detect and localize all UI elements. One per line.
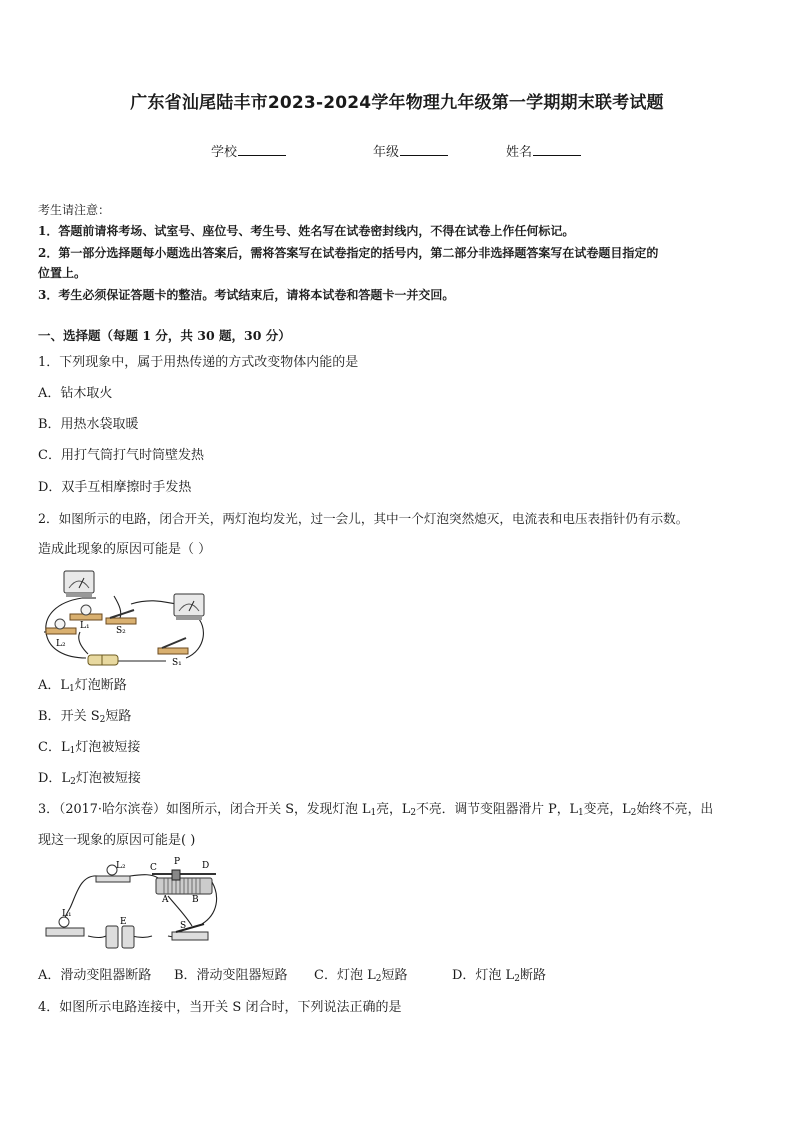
- label-l1: L₁: [62, 909, 72, 919]
- notice-item: 3．考生必须保证答题卡的整洁。考试结束后，请将本试卷和答题卡一并交回。: [38, 288, 455, 302]
- label-d: D: [202, 861, 210, 871]
- battery-icon: [88, 655, 118, 665]
- label-e: E: [120, 917, 127, 927]
- switch-s1-icon: [158, 638, 188, 654]
- name-blank[interactable]: [533, 143, 581, 156]
- page-title: 广东省汕尾陆丰市2023-2024学年物理九年级第一学期期末联考试题: [130, 93, 664, 113]
- q2-option-d: D．$L_2$灯泡被短接: [38, 771, 141, 787]
- question-2-stem: 2．如图所示的电路，闭合开关，两灯泡均发光，过一会儿，其中一个灯泡突然熄灭，电流表和电压表指针仍有示数。: [38, 511, 689, 526]
- notice-item: 位置上。: [38, 266, 87, 280]
- circuit-figure-q2: [36, 566, 216, 672]
- q3-option-c: C．灯泡 $L_2$短路: [314, 968, 408, 984]
- q3-option-d: D．灯泡 $L_2$断路: [452, 968, 546, 984]
- q3-option-a: A．滑动变阻器断路: [38, 968, 152, 983]
- grade-field[interactable]: [373, 141, 448, 160]
- label-s: S: [180, 921, 187, 931]
- switch-s-icon: [172, 924, 208, 940]
- q3-option-b: B．滑动变阻器短路: [174, 968, 288, 983]
- ammeter-icon: [64, 571, 94, 597]
- rheostat-icon: [152, 870, 216, 894]
- name-field[interactable]: [506, 141, 581, 160]
- school-blank[interactable]: [238, 143, 286, 156]
- grade-label: 年级: [373, 145, 400, 160]
- notice-heading: 考生请注意：: [38, 203, 111, 217]
- school-label: 学校: [211, 145, 238, 160]
- label-c: C: [150, 863, 157, 873]
- question-3-stem-cont: 现这一现象的原因可能是( ): [38, 833, 196, 848]
- q2-option-a: A．$L_1$灯泡断路: [38, 678, 127, 694]
- question-3-stem: 3．（2017·哈尔滨卷）如图所示，闭合开关 S，发现灯泡 $L_1$亮，$L_2$不亮．调节变阻器滑片 P，$L_1$变亮，$L_2$始终不亮，出: [38, 802, 714, 818]
- question-1-stem: 1．下列现象中，属于用热传递的方式改变物体内能的是: [38, 355, 359, 370]
- question-2-stem-cont: 造成此现象的原因可能是（ ）: [38, 542, 212, 557]
- q2-option-b: B．开关 $S_2$短路: [38, 709, 132, 725]
- q1-option-b: B．用热水袋取暖: [38, 417, 139, 432]
- school-field[interactable]: [211, 141, 286, 160]
- q1-option-c: C．用打气筒打气时筒壁发热: [38, 448, 204, 463]
- bulb-l1-icon: [46, 917, 84, 936]
- battery-icon: [106, 926, 134, 948]
- voltmeter-icon: [174, 594, 204, 620]
- label-s1: S₁: [172, 658, 182, 668]
- label-s2: S₂: [116, 626, 126, 636]
- bulb-l2-icon: [46, 619, 76, 634]
- q1-option-d: D．双手互相摩擦时手发热: [38, 480, 192, 495]
- circuit-figure-q3: [40, 856, 220, 952]
- section-heading: 一、选择题（每题 1 分，共 30 题，30 分）: [38, 328, 291, 343]
- q2-option-c: C．$L_1$灯泡被短接: [38, 740, 141, 756]
- label-l1: L₁: [80, 621, 90, 631]
- bulb-l1-icon: [70, 605, 102, 620]
- q1-option-a: A．钻木取火: [38, 386, 113, 401]
- question-4-stem: 4．如图所示电路连接中，当开关 S 闭合时，下列说法正确的是: [38, 1000, 402, 1015]
- grade-blank[interactable]: [400, 143, 448, 156]
- notice-item: 1．答题前请将考场、试室号、座位号、考生号、姓名写在试卷密封线内，不得在试卷上作任何标记。: [38, 224, 575, 238]
- label-a: A: [162, 895, 169, 905]
- label-b: B: [192, 895, 199, 905]
- label-l2: L₂: [116, 861, 126, 871]
- name-label: 姓名: [506, 145, 533, 160]
- notice-item: 2．第一部分选择题每小题选出答案后，需将答案写在试卷指定的括号内，第二部分非选择题答案写在试卷题目指定的: [38, 246, 659, 260]
- label-p: P: [174, 857, 181, 867]
- label-l2: L₂: [56, 639, 66, 649]
